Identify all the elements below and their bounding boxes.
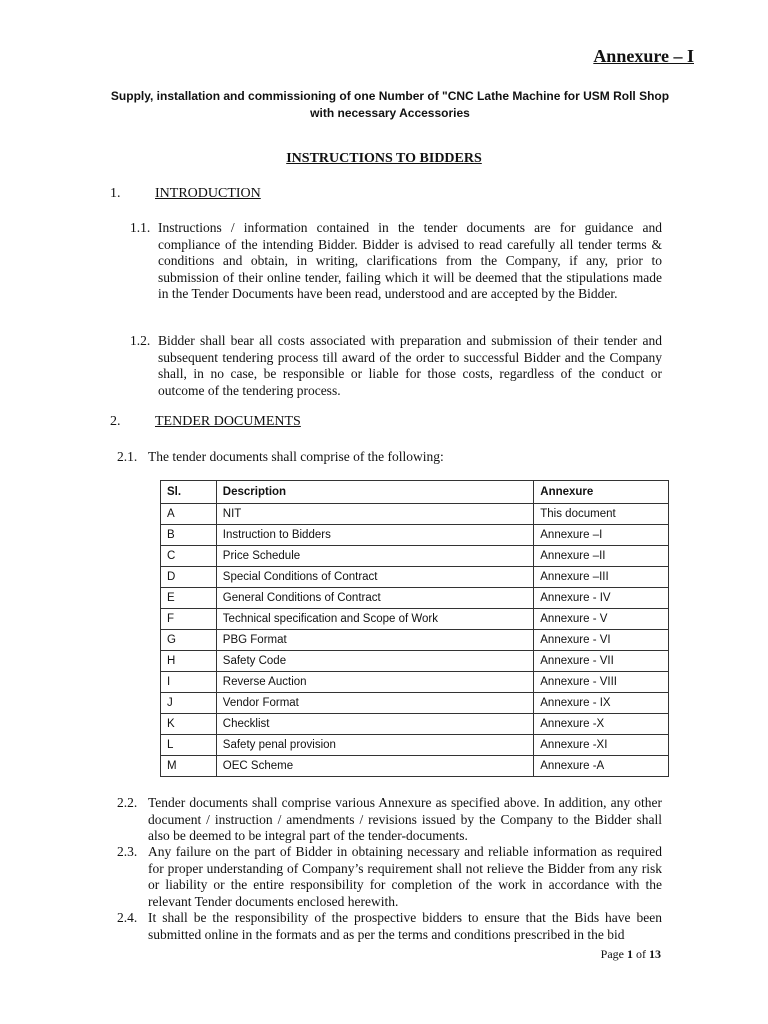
table-row xyxy=(161,609,669,630)
paragraph-2-3 xyxy=(117,844,662,910)
cell-annexure: Annexure - VII xyxy=(534,651,669,672)
cell-description: Safety penal provision xyxy=(216,735,533,756)
paragraph-number: 2.4. xyxy=(117,910,138,925)
table-row xyxy=(161,693,669,714)
table-row xyxy=(161,735,669,756)
table-row xyxy=(161,630,669,651)
table-row xyxy=(161,714,669,735)
cell-annexure: Annexure - VI xyxy=(534,630,669,651)
paragraph-2-4 xyxy=(117,910,662,943)
cell-sl: J xyxy=(161,693,217,714)
section-number: 2. xyxy=(110,414,121,429)
cell-description: Technical specification and Scope of Work xyxy=(216,609,533,630)
paragraph-1-1 xyxy=(130,220,662,303)
cell-description: PBG Format xyxy=(216,630,533,651)
table-row xyxy=(161,651,669,672)
cell-sl: F xyxy=(161,609,217,630)
paragraph-number: 2.3. xyxy=(117,844,138,859)
annexure-label: Annexure – I xyxy=(593,46,694,66)
paragraph-2-2 xyxy=(117,795,662,845)
cell-description: Safety Code xyxy=(216,651,533,672)
cell-description: Price Schedule xyxy=(216,546,533,567)
cell-annexure: Annexure - IV xyxy=(534,588,669,609)
table-row xyxy=(161,504,669,525)
cell-annexure: Annexure - VIII xyxy=(534,672,669,693)
cell-description: OEC Scheme xyxy=(216,756,533,777)
table-row xyxy=(161,756,669,777)
cell-annexure: This document xyxy=(534,504,669,525)
cell-annexure: Annexure -X xyxy=(534,714,669,735)
cell-annexure: Annexure - IX xyxy=(534,693,669,714)
column-header-description: Description xyxy=(216,481,533,504)
paragraph-text: Tender documents shall comprise various Annexure as specified above. In addition, any other document / instruction / amendments / revisions issued by the Company to the Bidder shall also be deemed to be integral part of the tender-documents. xyxy=(148,795,662,843)
cell-sl: B xyxy=(161,525,217,546)
cell-sl: I xyxy=(161,672,217,693)
cell-description: Special Conditions of Contract xyxy=(216,567,533,588)
of-word: of xyxy=(636,947,646,961)
cell-sl: G xyxy=(161,630,217,651)
page-word: Page xyxy=(600,947,624,961)
table-row xyxy=(161,525,669,546)
paragraph-2-1 xyxy=(117,449,662,466)
cell-sl: D xyxy=(161,567,217,588)
section-number: 1. xyxy=(110,186,121,201)
paragraph-number: 2.2. xyxy=(117,795,138,810)
table-header-row xyxy=(161,481,669,504)
instructions-title: INSTRUCTIONS TO BIDDERS xyxy=(286,151,482,166)
cell-annexure: Annexure -XI xyxy=(534,735,669,756)
section-title: TENDER DOCUMENTS xyxy=(155,414,301,429)
table-row xyxy=(161,672,669,693)
table-row xyxy=(161,567,669,588)
cell-sl: A xyxy=(161,504,217,525)
cell-annexure: Annexure –III xyxy=(534,567,669,588)
table-row xyxy=(161,546,669,567)
cell-sl: M xyxy=(161,756,217,777)
cell-annexure: Annexure –II xyxy=(534,546,669,567)
paragraph-1-2 xyxy=(130,333,662,399)
paragraph-text: Bidder shall bear all costs associated with preparation and submission of their tender and subsequent tendering process till award of the order to successful Bidder and the Company shall, in no case, be responsible or liable for those costs, regardless of the conduct or outcome of the tendering process. xyxy=(158,333,662,398)
cell-description: Instruction to Bidders xyxy=(216,525,533,546)
cell-annexure: Annexure - V xyxy=(534,609,669,630)
cell-description: NIT xyxy=(216,504,533,525)
paragraph-number: 1.2. xyxy=(130,333,151,348)
cell-description: Reverse Auction xyxy=(216,672,533,693)
supply-title-line-1: Supply, installation and commissioning of one Number of "CNC Lathe Machine for USM Roll Shop xyxy=(110,89,670,103)
cell-sl: E xyxy=(161,588,217,609)
paragraph-text: It shall be the responsibility of the prospective bidders to ensure that the Bids have been submitted online in the formats and as per the terms and conditions prescribed in the bid xyxy=(148,910,662,942)
paragraph-number: 2.1. xyxy=(117,449,138,464)
cell-sl: K xyxy=(161,714,217,735)
cell-annexure: Annexure –I xyxy=(534,525,669,546)
cell-description: Vendor Format xyxy=(216,693,533,714)
cell-description: General Conditions of Contract xyxy=(216,588,533,609)
cell-sl: C xyxy=(161,546,217,567)
paragraph-text: The tender documents shall comprise of the following: xyxy=(148,449,444,464)
cell-description: Checklist xyxy=(216,714,533,735)
cell-annexure: Annexure -A xyxy=(534,756,669,777)
column-header-annexure: Annexure xyxy=(534,481,669,504)
cell-sl: L xyxy=(161,735,217,756)
paragraph-text: Any failure on the part of Bidder in obtaining necessary and reliable information as required for proper understanding of Company’s requirement shall not relieve the Bidder from any risk or liability or the entire responsibility for completion of the work in accordance with the relevant Tender documents enclosed herewith. xyxy=(148,844,662,909)
total-pages: 13 xyxy=(649,947,661,961)
paragraph-text: Instructions / information contained in the tender documents are for guidance and compliance of the intending Bidder. Bidder is advised to read carefully all tender terms & conditions and obtain, in writing, clarifications from the Company, if any, prior to submission of their online tender, failing which it will be deemed that the stipulations made in the Tender Documents have been read, understood and are accepted by the Bidder. xyxy=(158,220,662,301)
page-number xyxy=(601,947,661,962)
section-title: INTRODUCTION xyxy=(155,186,261,201)
paragraph-number: 1.1. xyxy=(130,220,151,235)
supply-title-line-2: with necessary Accessories xyxy=(310,106,470,120)
current-page: 1 xyxy=(627,947,633,961)
supply-title xyxy=(90,88,690,122)
cell-sl: H xyxy=(161,651,217,672)
column-header-sl: Sl. xyxy=(161,481,217,504)
table-row xyxy=(161,588,669,609)
tender-documents-table xyxy=(160,480,669,777)
